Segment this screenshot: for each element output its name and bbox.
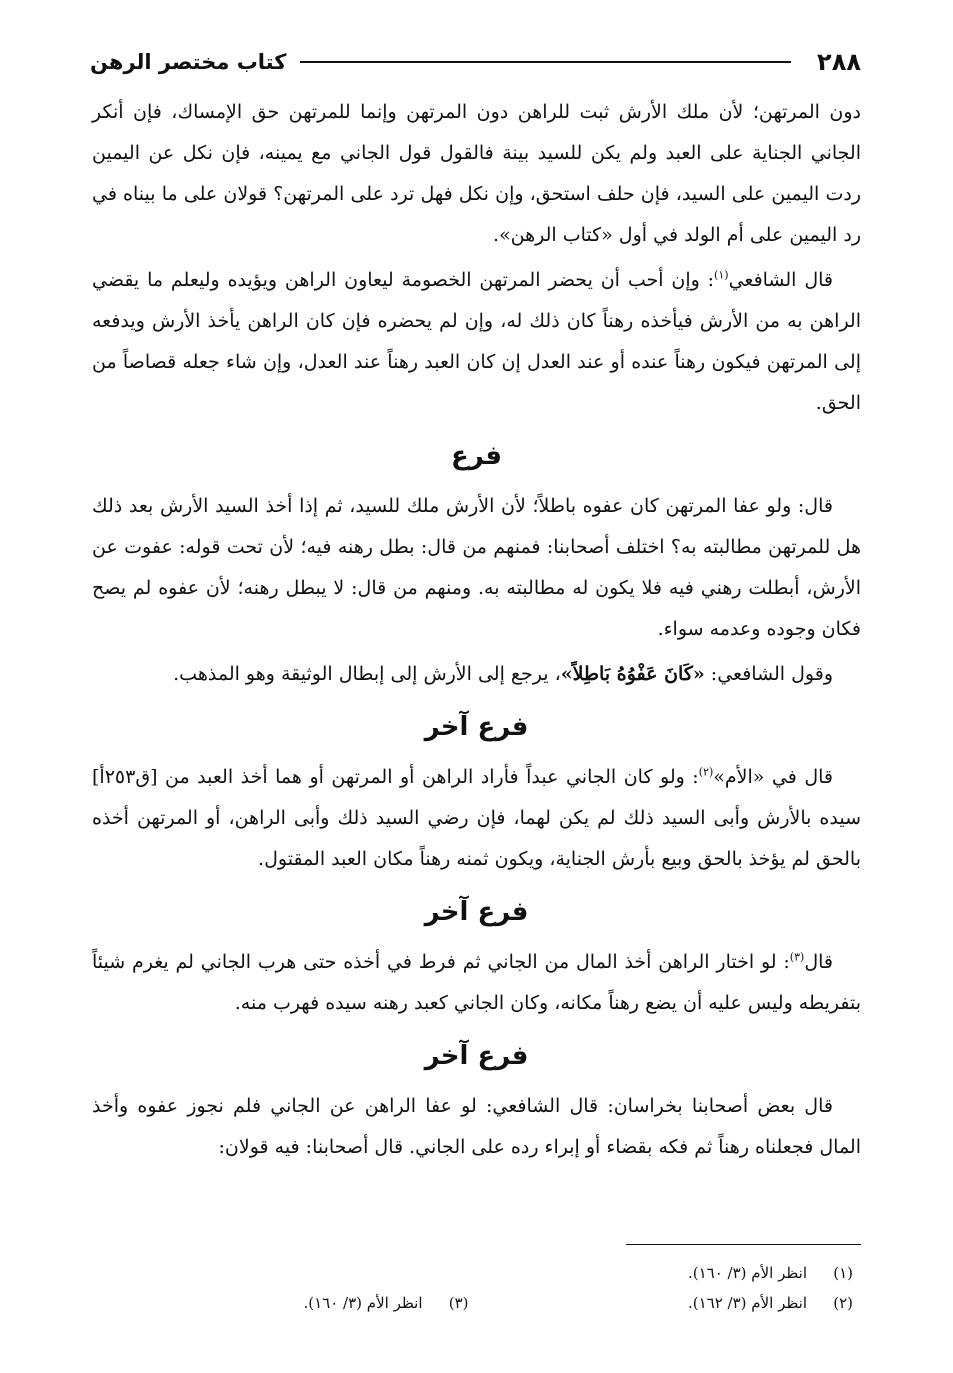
footnote-number: (١)	[833, 1264, 853, 1282]
footnote-separator	[626, 1244, 861, 1245]
footnotes	[92, 1258, 861, 1318]
footnote-row	[92, 1258, 861, 1288]
footnote-text: انظر الأم (٣/ ١٦٠).	[303, 1294, 423, 1312]
paragraph-lead: قال في «الأم»	[713, 766, 833, 788]
footnote-text: انظر الأم (٣/ ١٦٢).	[687, 1294, 807, 1312]
paragraph-text: : وإن أحب أن يحضر المرتهن الخصومة ليعاون الراهن ويؤيده وليعلم ما يقضي الراهن به من الأرش فيأخذه رهناً كان ذلك له، وإن لم يحضره فإن كان الراهن يأخذ الأرش ويدفعه إلى المرتهن فيكون رهناً عنده أو عند العدل إن كان العبد رهناً عند العدل، وإن شاء جعله قصاصاً من الحق.	[92, 269, 861, 414]
footnote-number: (٢)	[833, 1294, 853, 1312]
header-rule	[300, 61, 791, 63]
main-text	[92, 92, 861, 1168]
footnote-ref: (٢)	[698, 765, 714, 779]
paragraph	[92, 757, 861, 880]
page-number: ٢٨٨	[817, 48, 861, 76]
footnote	[92, 1288, 477, 1318]
section-heading: فرع آخر	[424, 1041, 529, 1071]
book-title: كتاب مختصر الرهن	[90, 50, 287, 74]
footnote-row	[92, 1288, 861, 1318]
footnote	[477, 1288, 862, 1318]
footnote-ref: (٣)	[789, 950, 805, 964]
paragraph: قال بعض أصحابنا بخراسان: قال الشافعي: لو عفا الراهن عن الجاني فلم نجوز عفوه وأخذ المال فجعلناه رهناً ثم فكه بقضاء أو إبراء رده على الجاني. قال أصحابنا: فيه قولان:	[92, 1095, 861, 1158]
paragraph: قال: ولو عفا المرتهن كان عفوه باطلاً؛ لأن الأرش ملك للسيد، ثم إذا أخذ السيد الأرش بعد ذلك هل للمرتهن مطالبته به؟ اختلف أصحابنا: فمنهم من قال: بطل رهنه فيه؛ لأن تحت قوله: عفوت عن الأرش، أبطلت رهني فيه فلا يكون له مطالبته به. ومنهم من قال: لا يبطل رهنه؛ لأن عفوه لم يصح فكان وجوده وعدمه سواء.	[92, 495, 861, 640]
paragraph-lead: وقول الشافعي:	[704, 663, 833, 685]
paragraph	[92, 654, 861, 695]
footnote	[441, 1258, 861, 1288]
paragraph	[92, 260, 861, 424]
quoted-text: «كَانَ عَفْوُهُ بَاطِلاً»	[560, 663, 705, 685]
paragraph	[92, 942, 861, 1024]
footnote-ref: (١)	[714, 268, 729, 282]
section-heading: فرع آخر	[424, 712, 529, 742]
section-heading: فرع آخر	[424, 897, 529, 927]
paragraph: دون المرتهن؛ لأن ملك الأرش ثبت للراهن دون المرتهن وإنما للمرتهن حق الإمساك، فإن أنكر الجاني الجناية على العبد ولم يكن للسيد بينة فالقول قول الجاني مع يمينه، فإن نكل عن اليمين ردت اليمين على السيد، فإن حلف استحق، وإن نكل فهل ترد على المرتهن؟ قولان على ما بيناه في رد اليمين على أم الولد في أول «كتاب الرهن».	[92, 101, 861, 246]
footnote-number: (٣)	[448, 1294, 469, 1312]
paragraph-text: : لو اختار الراهن أخذ المال من الجاني ثم فرط في أخذه حتى هرب الجاني لم يغرم شيئاً بتفريطه وليس عليه أن يضع رهناً مكانه، وكان الجاني كعبد رهنه سيده فهرب منه.	[92, 951, 861, 1014]
running-header	[90, 42, 861, 82]
footnote-text: انظر الأم (٣/ ١٦٠).	[687, 1264, 807, 1282]
paragraph-lead: قال الشافعي	[728, 269, 833, 291]
paragraph-text: : ولو كان الجاني عبداً فأراد الراهن أو المرتهن أو هما أخذ العبد من [ق٢٥٣أ] سيده بالأرش وأبى السيد ذلك لم يكن لهما، فإن رضي السيد ذلك وأبى الراهن، أو المرتهن أخذه بالحق لم يؤخذ بالحق وبيع بأرش الجناية، ويكون ثمنه رهناً مكان العبد المقتول.	[92, 766, 861, 870]
section-heading: فرع	[451, 441, 502, 471]
paragraph-text: ، يرجع إلى الأرش إلى إبطال الوثيقة وهو المذهب.	[173, 663, 561, 685]
paragraph-lead: قال	[804, 951, 833, 973]
